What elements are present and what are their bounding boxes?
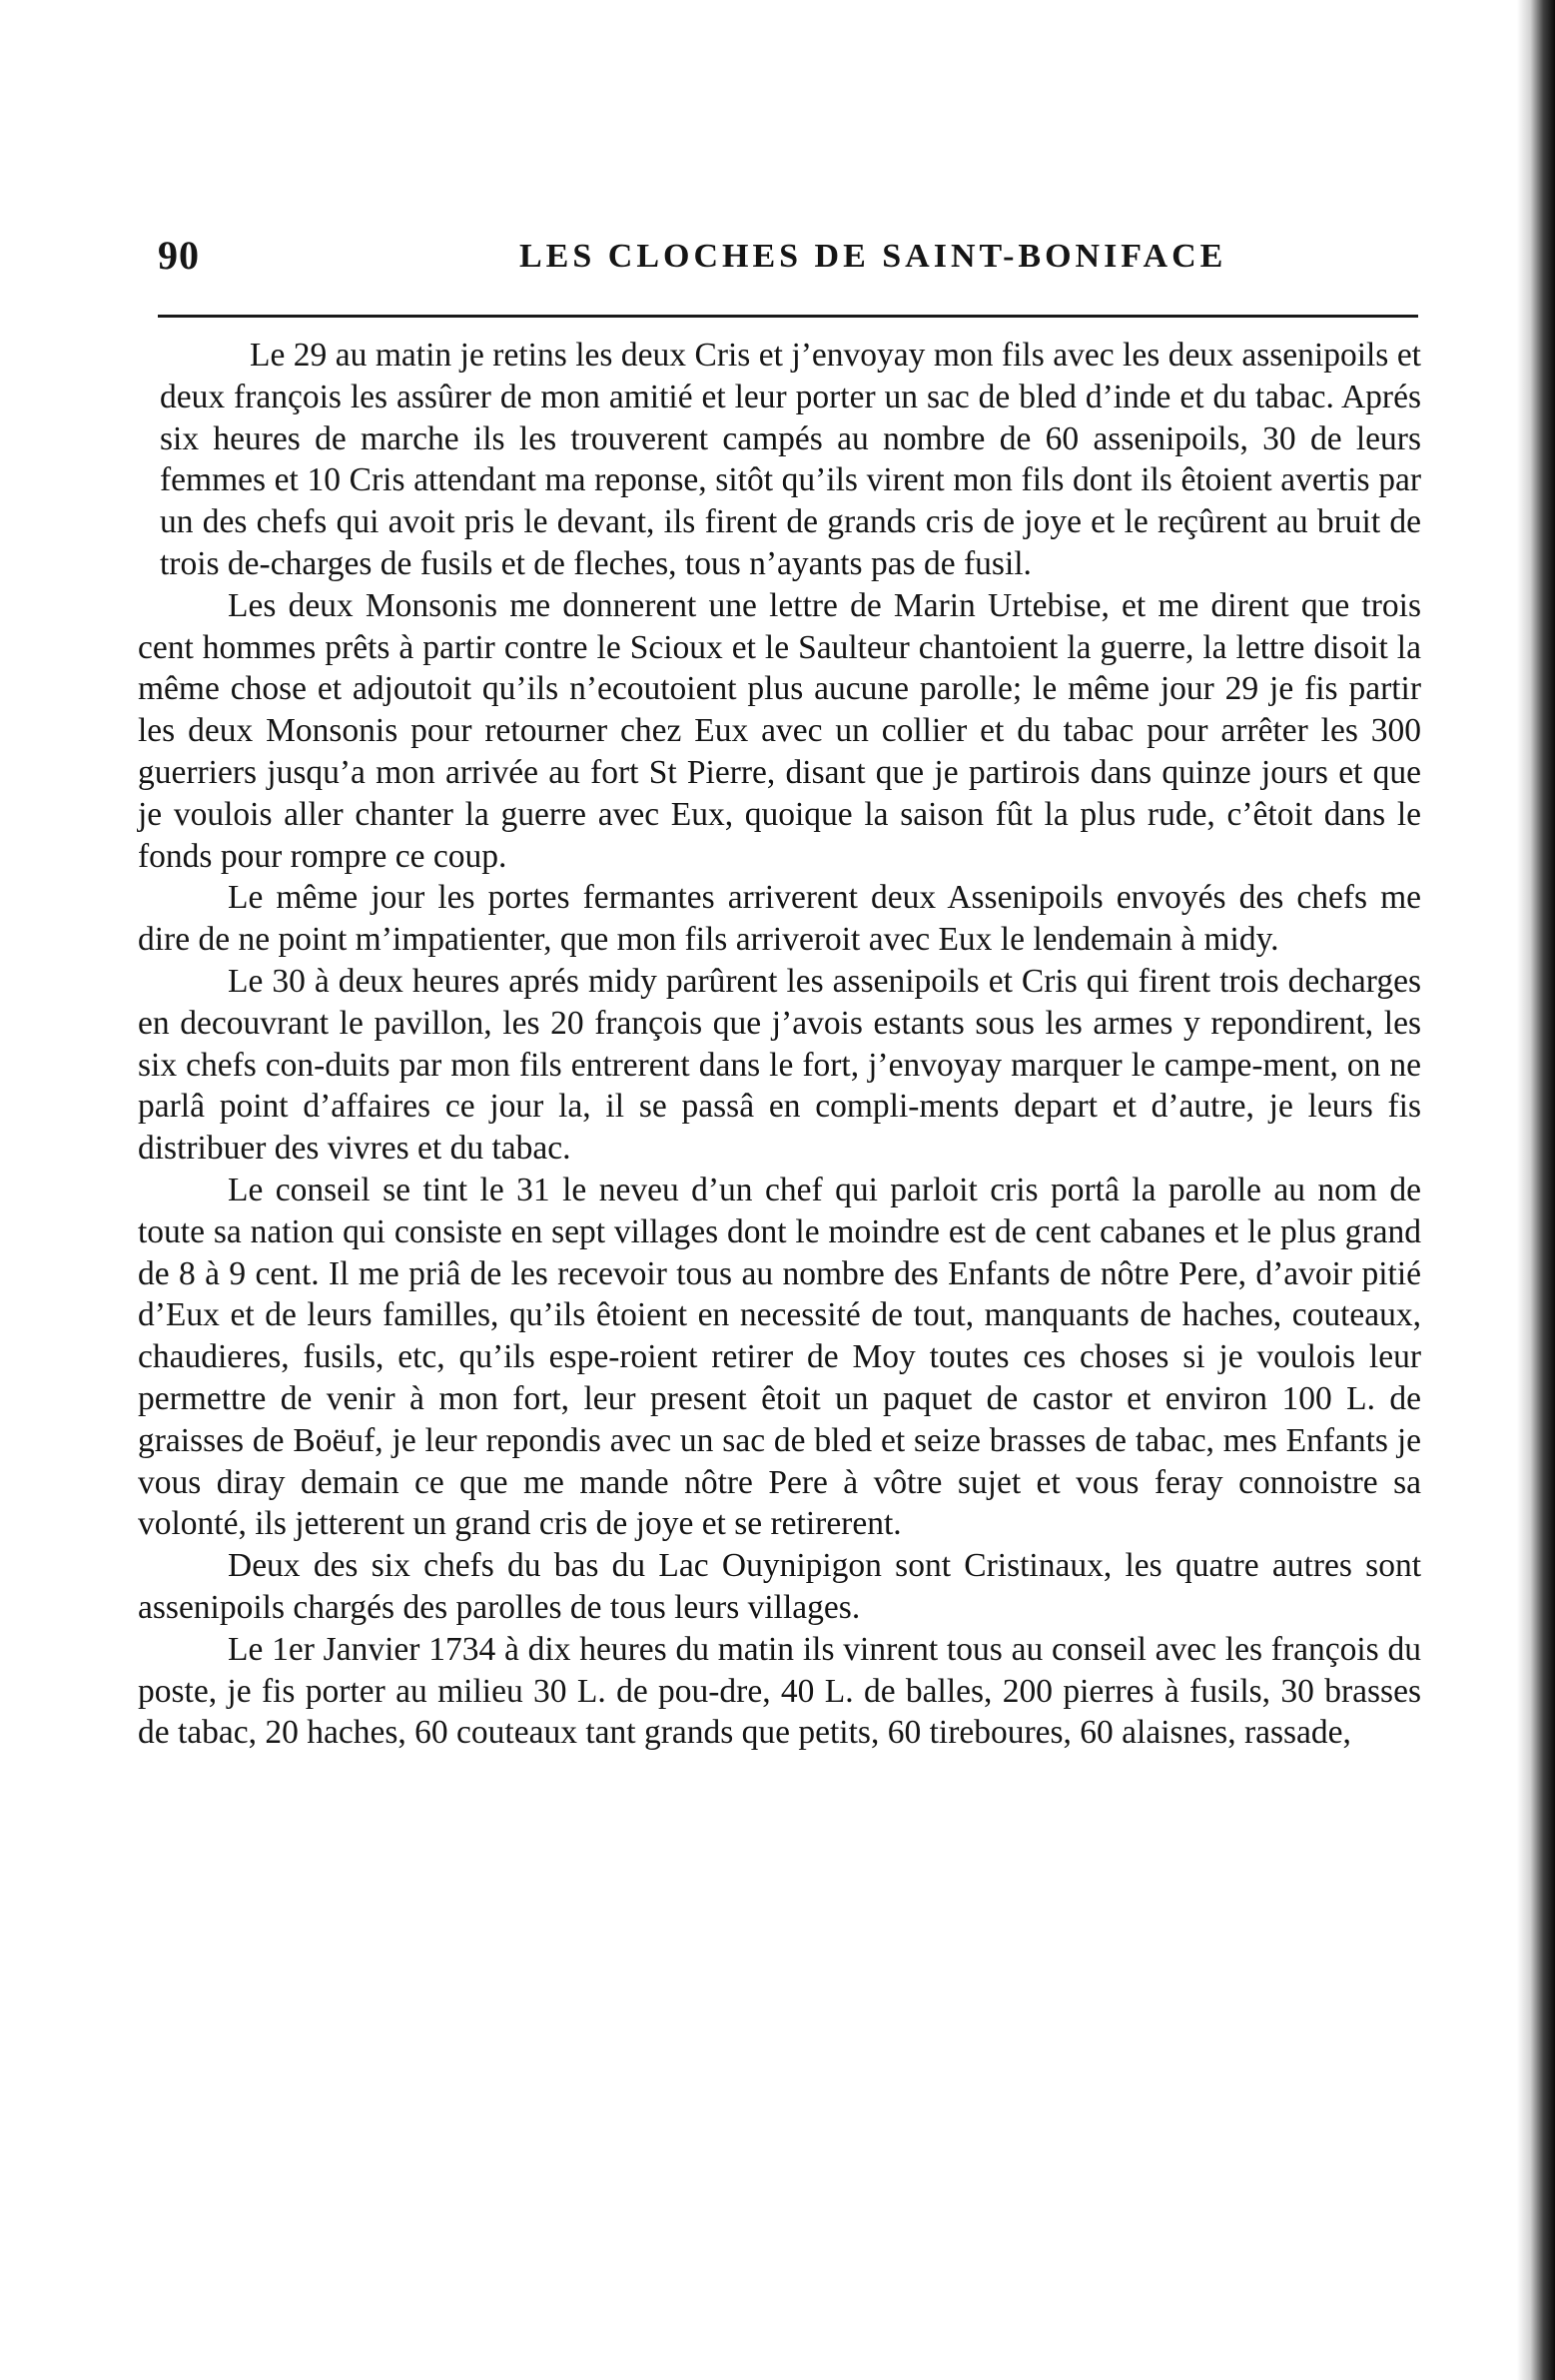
running-head: LES CLOCHES DE SAINT-BONIFACE [519, 238, 1227, 275]
paragraph-conseil-31: Le conseil se tint le 31 le neveu d’un chef qui parloit cris portâ la parolle au nom de toute sa nation qui consiste en sept villages dont le moindre est de cent cabanes et le plus grand de 8 à 9 cent. Il me priâ de les recevoir tous au nombre des Enfants de nôtre Pere, d’avoir pitié d’Eux et de leurs familles, qu’ils êtoient en necessité de tout, manquants de haches, couteaux, chaudieres, fusils, etc, qu’ils espe-roient retirer de Moy toutes ces choses si je voulois leur permettre de venir à mon fort, leur present êtoit un paquet de castor et environ 100 L. de graisses de Boëuf, je leur repondis avec un sac de bled et seize brasses de tabac, mes Enfants je vous diray demain ce que me mande nôtre Pere à vôtre sujet et vous feray connoistre sa volonté, ils jetterent un grand cris de joye et se retirerent. [138, 1171, 1421, 1543]
body-text [138, 335, 1421, 1754]
paragraph-le-30: Le 30 à deux heures aprés midy parûrent les assenipoils et Cris qui firent trois decharges en decouvrant le pavillon, les 20 françois que j’avois estants sous les armes y repondirent, les six chefs con-duits par mon fils entrerent dans le fort, j’envoyay marquer le campe-ment, on ne parlâ point d’affaires ce jour la, il se passâ en compli-ments depart et d’autre, je leurs fis distribuer des vivres et du tabac. [138, 962, 1421, 1168]
paragraph-29-matin: Le 29 au matin je retins les deux Cris et j’envoyay mon fils avec les deux assenipoils et deux françois les assûrer de mon amitié et leur porter un sac de bled d’inde et du tabac. Aprés six heures de marche ils les trouverent campés au nombre de 60 assenipoils, 30 de leurs femmes et 10 Cris attendant ma reponse, sitôt qu’ils virent mon fils dont ils êtoient avertis par un des chefs qui avoit pris le devant, ils firent de grands cris de joye et le reçûrent au bruit de trois de-charges de fusils et de fleches, tous n’ayants pas de fusil. [160, 337, 1421, 582]
header-rule [158, 315, 1418, 318]
page-number: 90 [158, 233, 200, 278]
paragraph-six-chefs: Deux des six chefs du bas du Lac Ouynipigon sont Cristinaux, les quatre autres sont assenipoils chargés des parolles de tous leurs villages. [138, 1547, 1421, 1626]
paragraph-1er-janvier: Le 1er Janvier 1734 à dix heures du matin ils vinrent tous au conseil avec les françois du poste, je fis porter au milieu 30 L. de pou-dre, 40 L. de balles, 200 pierres à fusils, 30 brasses de tabac, 20 haches, 60 couteaux tant grands que petits, 60 tireboures, 60 alaisnes, rassade, [138, 1630, 1421, 1752]
paragraph-portes-fermantes: Le même jour les portes fermantes arriverent deux Assenipoils envoyés des chefs me dire de ne point m’impatienter, que mon fils arriveroit avec Eux le lendemain à midy. [138, 879, 1421, 959]
page-edge-shadow [1517, 0, 1555, 2380]
paragraph-monsonis: Les deux Monsonis me donnerent une lettre de Marin Urtebise, et me dirent que trois cent hommes prêts à partir contre le Scioux et le Saulteur chantoient la guerre, la lettre disoit la même chose et adjoutoit qu’ils n’ecoutoient plus aucune parolle; le même jour 29 je fis partir les deux Monsonis pour retourner chez Eux avec un collier et du tabac pour arrêter les 300 guerriers jusqu’a mon arrivée au fort St Pierre, disant que je partirois dans quinze jours et que je voulois aller chanter la guerre avec Eux, quoique la saison fût la plus rude, c’êtoit dans le fonds pour rompre ce coup. [138, 586, 1421, 875]
